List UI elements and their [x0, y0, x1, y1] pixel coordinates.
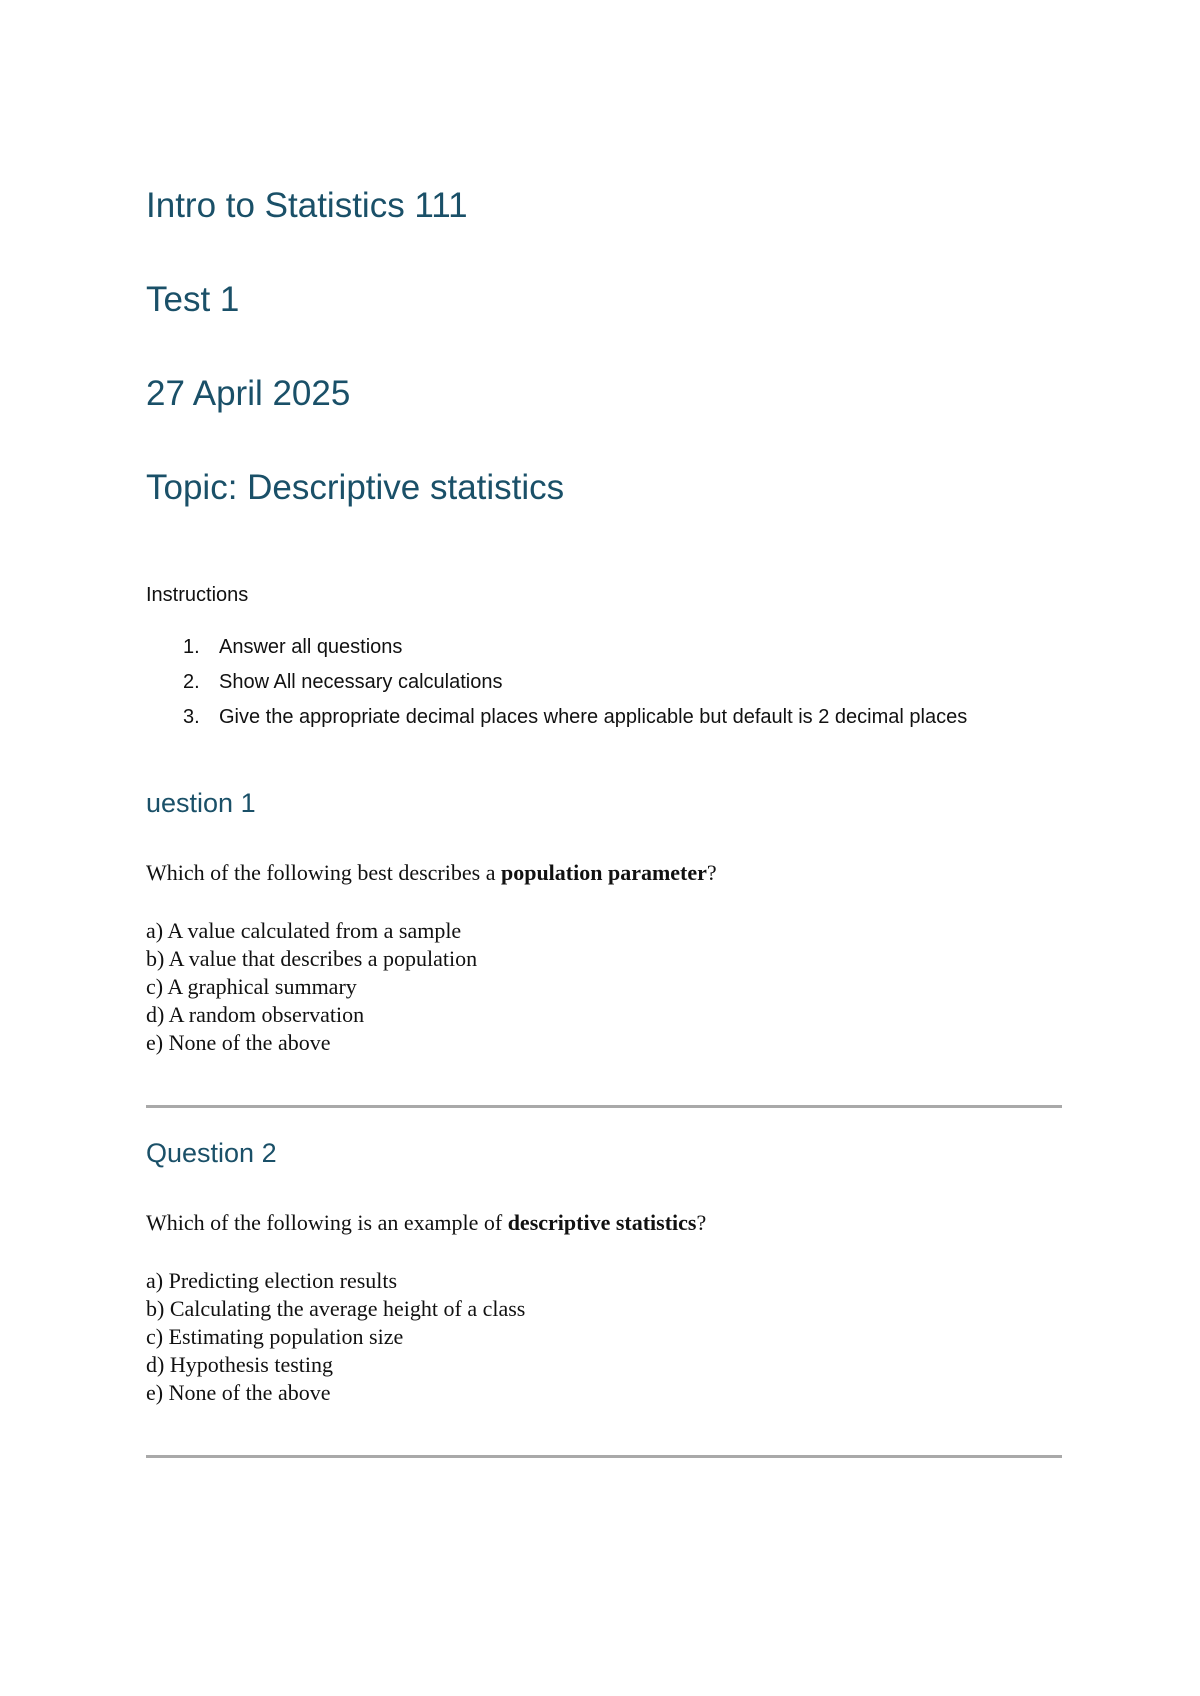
instruction-text: Show All necessary calculations: [219, 671, 503, 693]
question-1-options: [146, 917, 477, 1057]
prompt-key-term: population parameter: [500, 860, 707, 885]
test-title: Test 1: [146, 280, 240, 319]
prompt-text-end: ?: [706, 860, 717, 885]
option-a: a) Predicting election results: [146, 1268, 398, 1293]
test-date: 27 April 2025: [146, 374, 351, 413]
option-e: e) None of the above: [146, 1380, 331, 1405]
option-b: b) A value that describes a population: [146, 946, 478, 971]
instruction-text: Give the appropriate decimal places where applicable but default is 2 decimal places: [219, 706, 968, 728]
question-2-heading: Question 2: [146, 1138, 277, 1168]
prompt-text: Which of the following best describes a: [146, 860, 501, 885]
prompt-text: Which of the following is an example of: [146, 1210, 508, 1235]
question-1-prompt: [146, 860, 717, 886]
option-d: d) A random observation: [146, 1002, 365, 1027]
option-d: d) Hypothesis testing: [146, 1352, 333, 1377]
instruction-item: [146, 665, 1046, 699]
instruction-item: [146, 630, 1046, 664]
instructions-label: Instructions: [146, 584, 249, 606]
section-divider: [146, 1455, 1062, 1458]
instruction-item: [146, 700, 1046, 734]
question-1-heading: uestion 1: [146, 788, 256, 818]
course-title: Intro to Statistics 111: [146, 186, 468, 225]
option-b: b) Calculating the average height of a class: [146, 1296, 526, 1321]
instruction-number: 1.: [183, 636, 200, 658]
question-2-prompt: [146, 1210, 706, 1236]
question-2-options: [146, 1267, 525, 1407]
prompt-key-term: descriptive statistics: [507, 1210, 697, 1235]
option-e: e) None of the above: [146, 1030, 331, 1055]
instruction-number: 2.: [183, 671, 200, 693]
test-topic: Topic: Descriptive statistics: [146, 468, 565, 507]
instructions-list: [146, 630, 1046, 735]
instruction-number: 3.: [183, 706, 200, 728]
prompt-text-end: ?: [696, 1210, 707, 1235]
option-c: c) A graphical summary: [146, 974, 357, 999]
option-c: c) Estimating population size: [146, 1324, 404, 1349]
section-divider: [146, 1105, 1062, 1108]
option-a: a) A value calculated from a sample: [146, 918, 462, 943]
instruction-text: Answer all questions: [219, 636, 403, 658]
